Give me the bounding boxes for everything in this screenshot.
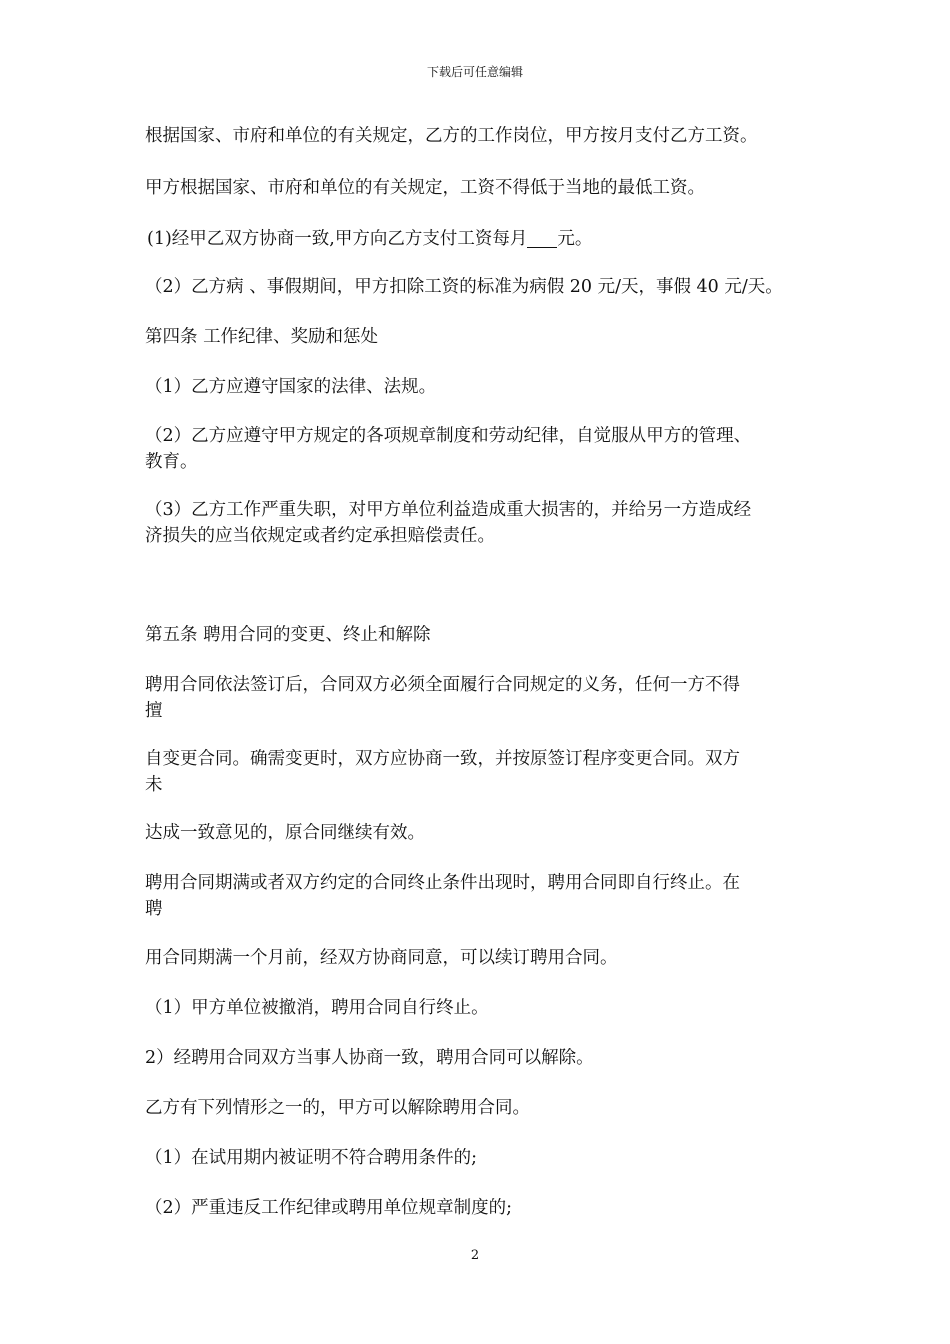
- paragraph-obey-rules-line-2: 教育。: [145, 452, 198, 472]
- paragraph-contract-change-line-1: 自变更合同。确需变更时，双方应协商一致，并按原签订程序变更合同。双方: [145, 749, 740, 769]
- paragraph-mutual-termination: 2）经聘用合同双方当事人协商一致，聘用合同可以解除。: [145, 1048, 594, 1068]
- paragraph-termination-conditions: 乙方有下列情形之一的，甲方可以解除聘用合同。: [145, 1098, 530, 1118]
- paragraph-contract-expiry-line-1: 聘用合同期满或者双方约定的合同终止条件出现时，聘用合同即自行终止。在: [145, 873, 740, 893]
- monthly-salary-unit: 元。: [557, 229, 593, 249]
- paragraph-unit-revoked: （1）甲方单位被撤消，聘用合同自行终止。: [145, 998, 489, 1018]
- paragraph-contract-performance-line-1: 聘用合同依法签订后，合同双方必须全面履行合同规定的义务，任何一方不得: [145, 675, 740, 695]
- paragraph-salary-basis: 根据国家、市府和单位的有关规定，乙方的工作岗位，甲方按月支付乙方工资。: [145, 126, 758, 146]
- paragraph-obey-laws: （1）乙方应遵守国家的法律、法规。: [145, 377, 437, 397]
- paragraph-contract-performance-line-2: 擅: [145, 701, 163, 721]
- salary-amount-blank: [527, 229, 557, 248]
- paragraph-obey-rules-line-1: （2）乙方应遵守甲方规定的各项规章制度和劳动纪律，自觉服从甲方的管理、: [145, 426, 752, 446]
- paragraph-serious-violation: （2）严重违反工作纪律或聘用单位规章制度的;: [145, 1198, 513, 1218]
- paragraph-contract-change-line-2: 未: [145, 775, 163, 795]
- paragraph-contract-performance: [145, 672, 825, 724]
- paragraph-contract-valid: 达成一致意见的，原合同继续有效。: [145, 823, 425, 843]
- paragraph-contract-expiry: [145, 870, 825, 922]
- paragraph-liability-line-1: （3）乙方工作严重失职，对甲方单位利益造成重大损害的，并给另一方造成经: [145, 500, 752, 520]
- paragraph-probation-failure: （1）在试用期内被证明不符合聘用条件的;: [145, 1148, 478, 1168]
- section-heading-article-5: 第五条 聘用合同的变更、终止和解除: [145, 625, 431, 645]
- page-header: 下载后可任意编辑: [426, 65, 523, 79]
- paragraph-contract-expiry-line-2: 聘: [145, 899, 163, 919]
- page-number: 2: [470, 1248, 480, 1263]
- paragraph-contract-change: [145, 746, 825, 798]
- monthly-salary-text: (1)经甲乙双方协商一致,甲方向乙方支付工资每月: [147, 229, 528, 249]
- paragraph-leave-deduction: （2）乙方病 、事假期间，甲方扣除工资的标准为病假 20 元/天，事假 40 元/天。: [145, 277, 783, 297]
- paragraph-liability: [145, 497, 825, 549]
- paragraph-contract-renewal: 用合同期满一个月前，经双方协商同意，可以续订聘用合同。: [145, 948, 618, 968]
- section-heading-article-4: 第四条 工作纪律、奖励和惩处: [145, 327, 379, 347]
- paragraph-obey-rules: [145, 423, 825, 475]
- paragraph-monthly-salary: [147, 226, 827, 252]
- paragraph-minimum-wage: 甲方根据国家、市府和单位的有关规定，工资不得低于当地的最低工资。: [145, 178, 705, 198]
- paragraph-liability-line-2: 济损失的应当依规定或者约定承担赔偿责任。: [145, 526, 495, 546]
